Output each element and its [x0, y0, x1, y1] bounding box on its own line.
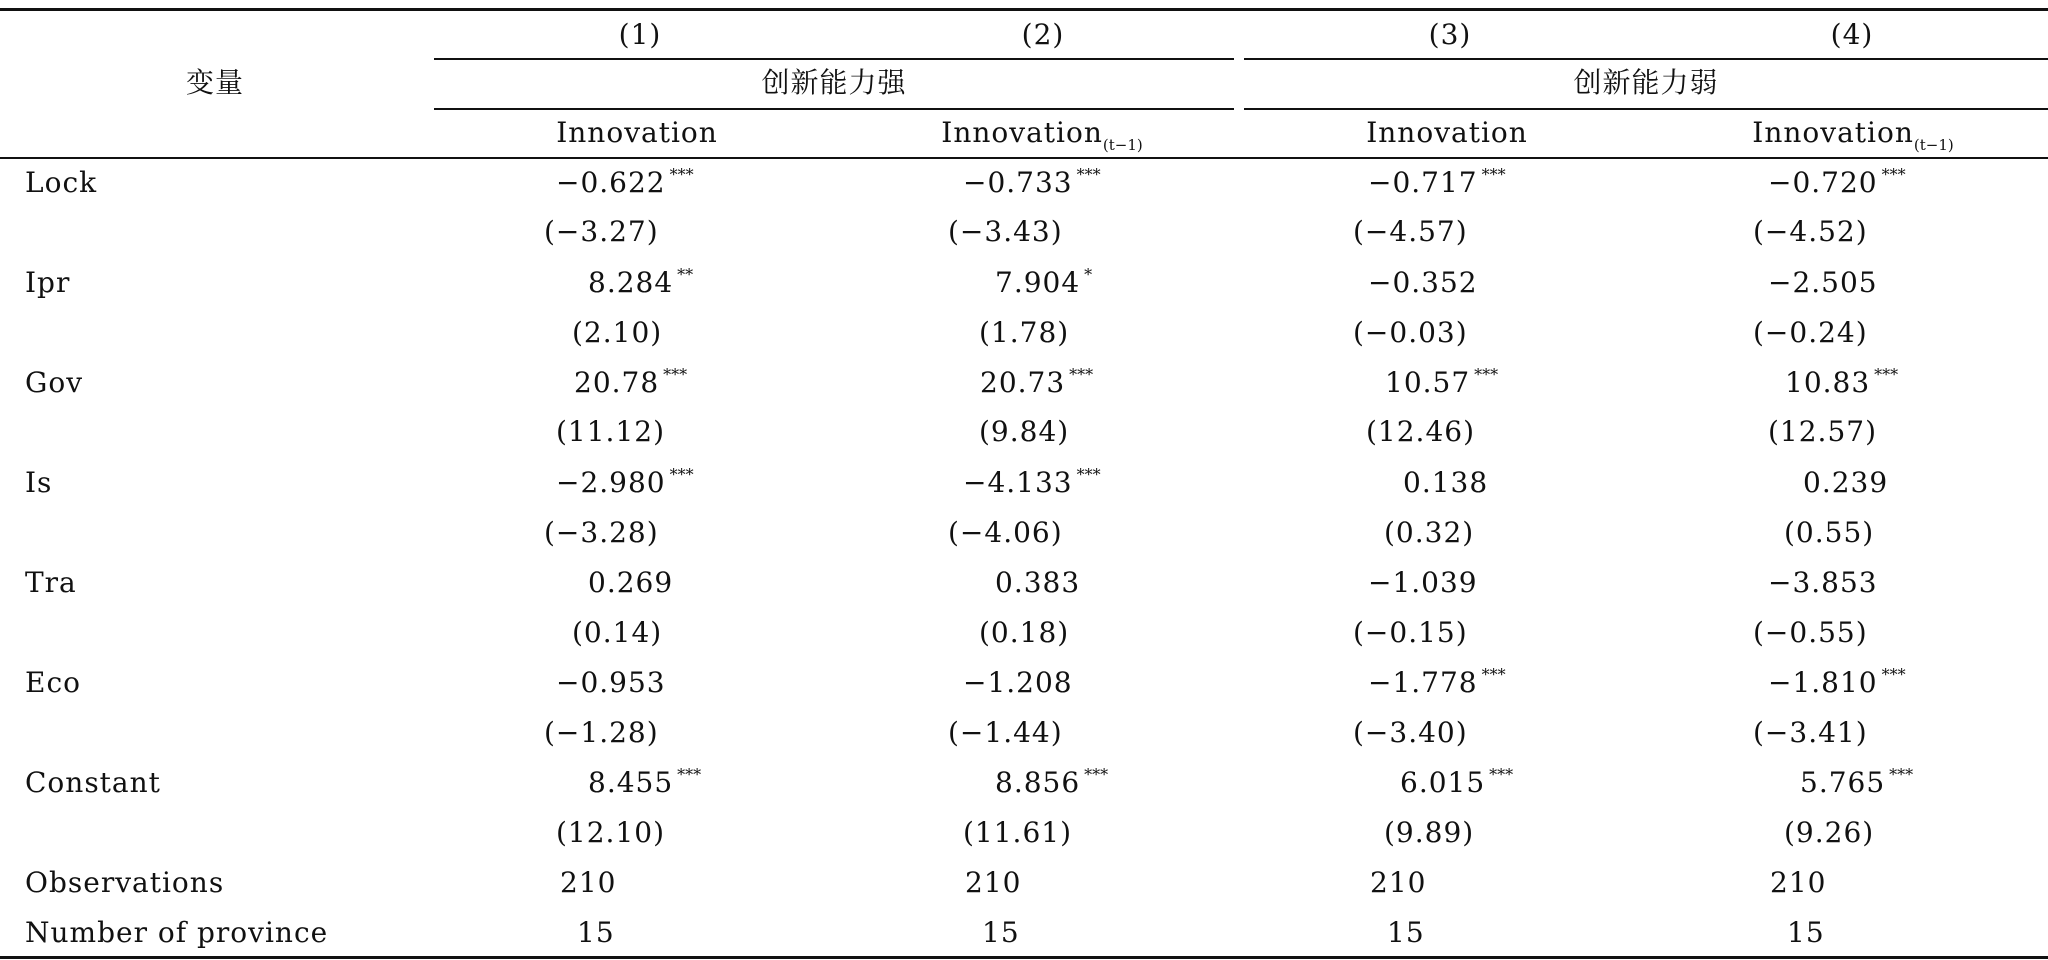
significance-stars: ***	[669, 465, 694, 484]
coef-value: 7.904	[995, 266, 1081, 299]
significance-stars: ***	[663, 365, 688, 384]
coef-value: −1.810	[1768, 666, 1878, 699]
coef-value: −4.133	[963, 466, 1073, 499]
t-stat-cell: (9.26)	[1784, 816, 1875, 849]
t-stat-cell: (−4.52)	[1753, 215, 1868, 248]
t-stat-cell: (0.32)	[1384, 516, 1475, 549]
significance-stars: ***	[1481, 165, 1506, 184]
coef-value: 0.383	[995, 566, 1081, 599]
coef-cell	[1385, 366, 1498, 404]
coef-value: −0.733	[963, 166, 1073, 199]
coef-value: −2.505	[1768, 266, 1878, 299]
t-stat-cell: (9.89)	[1384, 816, 1475, 849]
coef-value: −0.352	[1368, 266, 1478, 299]
t-stat-cell: (−4.06)	[948, 516, 1063, 549]
t-stat-cell: (−3.43)	[948, 215, 1063, 248]
depvar-header-4	[1752, 116, 1953, 154]
coef-cell	[1768, 266, 1882, 304]
coef-value: 10.83	[1785, 366, 1871, 399]
t-stat-cell: (−0.24)	[1753, 316, 1868, 349]
t-stat-cell: (−3.41)	[1753, 716, 1868, 749]
coef-value: 20.78	[574, 366, 660, 399]
t-stat-cell: (−0.55)	[1753, 616, 1868, 649]
row-label: Number of province	[25, 916, 329, 949]
coef-value: −0.720	[1768, 166, 1878, 199]
province-count-cell: 15	[982, 916, 1020, 949]
coef-cell	[1368, 166, 1506, 204]
row-label: Ipr	[25, 266, 71, 299]
coef-cell	[995, 766, 1108, 804]
t-stat-cell: (−3.28)	[544, 516, 659, 549]
depvar-header-1	[556, 116, 718, 154]
coef-cell	[1368, 266, 1482, 304]
coef-cell	[588, 266, 693, 304]
depvar-header-3	[1366, 116, 1528, 154]
significance-stars: ***	[1481, 665, 1506, 684]
observations-cell: 210	[1370, 866, 1427, 899]
significance-stars: **	[677, 265, 694, 284]
significance-stars: *	[1084, 265, 1093, 284]
group-header-strong: 创新能力强	[761, 66, 907, 99]
row-label: Lock	[25, 166, 98, 199]
coef-value: 8.856	[995, 766, 1081, 799]
coef-cell	[1768, 166, 1906, 204]
depvar-rule-right	[1244, 108, 2048, 110]
observations-cell: 210	[1770, 866, 1827, 899]
coef-cell	[1768, 566, 1882, 604]
coef-cell	[1800, 766, 1913, 804]
t-stat-cell: (9.84)	[979, 415, 1070, 448]
coef-cell	[963, 166, 1101, 204]
variable-header: 变量	[186, 66, 245, 99]
coef-value: 20.73	[980, 366, 1066, 399]
group-header-weak: 创新能力弱	[1573, 66, 1719, 99]
t-stat-cell: (12.10)	[556, 816, 666, 849]
coef-cell	[1785, 366, 1898, 404]
significance-stars: ***	[677, 765, 702, 784]
significance-stars: ***	[1076, 465, 1101, 484]
t-stat-cell: (−1.44)	[948, 716, 1063, 749]
coef-cell	[1400, 766, 1513, 804]
significance-stars: ***	[1489, 765, 1514, 784]
coef-value: 0.239	[1803, 466, 1889, 499]
t-stat-cell: (12.57)	[1768, 415, 1878, 448]
row-label: Tra	[25, 566, 77, 599]
depvar-main: Innovation	[1752, 116, 1914, 149]
significance-stars: ***	[669, 165, 694, 184]
t-stat-cell: (−0.15)	[1353, 616, 1468, 649]
coef-value: −1.778	[1368, 666, 1478, 699]
coef-cell	[995, 266, 1092, 304]
coef-cell	[963, 666, 1077, 704]
coef-value: 0.138	[1403, 466, 1489, 499]
coef-cell	[1368, 566, 1482, 604]
t-stat-cell: (−4.57)	[1353, 215, 1468, 248]
depvar-main: Innovation	[1366, 116, 1528, 149]
coef-cell	[588, 766, 701, 804]
significance-stars: ***	[1881, 165, 1906, 184]
observations-cell: 210	[560, 866, 617, 899]
coef-value: 5.765	[1800, 766, 1886, 799]
coef-value: −0.953	[556, 666, 666, 699]
coef-cell	[995, 566, 1084, 604]
column-number-4: (4)	[1830, 18, 1874, 51]
t-stat-cell: (1.78)	[979, 316, 1070, 349]
row-label: Observations	[25, 866, 225, 899]
coef-value: 10.57	[1385, 366, 1471, 399]
coef-value: −1.208	[963, 666, 1073, 699]
significance-stars: ***	[1474, 365, 1499, 384]
table-bottom-rule	[0, 956, 2048, 959]
t-stat-cell: (11.61)	[963, 816, 1073, 849]
group-rule-right	[1244, 58, 2048, 60]
coef-value: 6.015	[1400, 766, 1486, 799]
depvar-rule-left	[434, 108, 1234, 110]
significance-stars: ***	[1889, 765, 1914, 784]
t-stat-cell: (0.18)	[979, 616, 1070, 649]
coef-value: −0.622	[556, 166, 666, 199]
coef-value: −1.039	[1368, 566, 1478, 599]
t-stat-cell: (2.10)	[572, 316, 663, 349]
significance-stars: ***	[1874, 365, 1899, 384]
coef-cell	[556, 666, 670, 704]
t-stat-cell: (−3.40)	[1353, 716, 1468, 749]
depvar-subscript: (t−1)	[1913, 136, 1954, 154]
coef-cell	[588, 566, 677, 604]
coef-cell	[1403, 466, 1492, 504]
coef-cell	[963, 466, 1101, 504]
coef-cell	[1368, 666, 1506, 704]
coef-value: −2.980	[556, 466, 666, 499]
province-count-cell: 15	[1787, 916, 1825, 949]
t-stat-cell: (0.14)	[572, 616, 663, 649]
table-top-rule	[0, 8, 2048, 11]
province-count-cell: 15	[1387, 916, 1425, 949]
coef-cell	[980, 366, 1093, 404]
significance-stars: ***	[1881, 665, 1906, 684]
column-number-3: (3)	[1428, 18, 1472, 51]
t-stat-cell: (0.55)	[1784, 516, 1875, 549]
depvar-main: Innovation	[556, 116, 718, 149]
t-stat-cell: (−1.28)	[544, 716, 659, 749]
coef-cell	[1803, 466, 1892, 504]
group-rule-left	[434, 58, 1234, 60]
depvar-main: Innovation	[941, 116, 1103, 149]
column-number-1: (1)	[618, 18, 662, 51]
coef-value: −3.853	[1768, 566, 1878, 599]
significance-stars: ***	[1069, 365, 1094, 384]
coef-cell	[556, 466, 694, 504]
depvar-subscript: (t−1)	[1102, 136, 1143, 154]
row-label: Constant	[25, 766, 161, 799]
coef-value: 8.284	[588, 266, 674, 299]
row-label: Is	[25, 466, 53, 499]
province-count-cell: 15	[577, 916, 615, 949]
observations-cell: 210	[965, 866, 1022, 899]
significance-stars: ***	[1084, 765, 1109, 784]
column-number-2: (2)	[1021, 18, 1065, 51]
row-label: Gov	[25, 366, 84, 399]
t-stat-cell: (−3.27)	[544, 215, 659, 248]
depvar-header-2	[941, 116, 1142, 154]
t-stat-cell: (12.46)	[1366, 415, 1476, 448]
coef-cell	[1768, 666, 1906, 704]
significance-stars: ***	[1076, 165, 1101, 184]
coef-value: −0.717	[1368, 166, 1478, 199]
coef-cell	[574, 366, 687, 404]
coef-cell	[556, 166, 694, 204]
coef-value: 0.269	[588, 566, 674, 599]
row-label: Eco	[25, 666, 81, 699]
coef-value: 8.455	[588, 766, 674, 799]
t-stat-cell: (11.12)	[556, 415, 666, 448]
t-stat-cell: (−0.03)	[1353, 316, 1468, 349]
header-bottom-rule	[0, 157, 2048, 159]
